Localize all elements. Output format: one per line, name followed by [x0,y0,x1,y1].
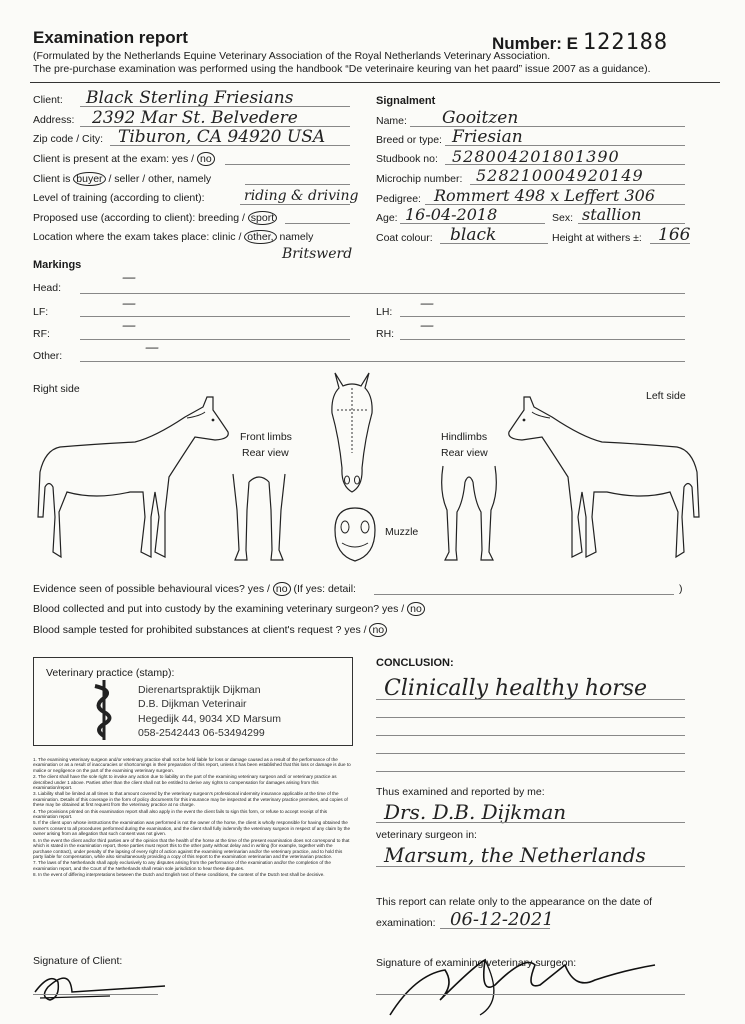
exam-date-value: 06-12-2021 [450,909,554,930]
marking-rf-line [80,339,350,340]
location-value: Britswerd [282,246,353,262]
stamp-line-1: Dierenartspraktijk Dijkman [138,684,261,696]
blood-custody-question [33,603,425,615]
blood-custody-label: Blood collected and put into custody by the examining veterinary surgeon? yes / [33,603,405,615]
height-value: 166 [658,225,691,245]
conclusion-line-4 [376,753,685,754]
microchip-label: Microchip number: [376,173,463,185]
marking-lh-value: — [420,296,434,312]
coat-value: black [450,225,497,245]
marking-other-line [80,361,685,362]
marking-rh-value: — [420,318,434,334]
disclaimer-item-1: 1. The examining veterinary surgeon and/or veterinary practice shall not be held liable for loss or damage caused as a result of the performance of the examination or as a result of inaccuracies or shortcomings in their preparation of this report, unless it has been established that this loss or damage is due to malice or negligence on the part of the examining veterinary surgeon. [33,757,351,773]
front-limbs-label: Front limbs [240,431,292,443]
name-value: Gooitzen [442,108,519,128]
horse-muzzle-outline [330,505,380,565]
examiner-name-line [376,822,685,823]
hindlimbs-rear-view-outline [437,462,501,565]
rod-of-asclepius-icon [89,678,119,742]
stamp-label: Veterinary practice (stamp): [46,667,175,679]
breed-line [445,145,685,146]
markings-heading: Markings [33,259,82,271]
hindlimbs-label: Hindlimbs [441,431,488,443]
blood-test-label: Blood sample tested for prohibited substances at client's request ? yes / [33,624,367,636]
conclusion-line-5 [376,771,685,772]
marking-head-value: — [122,270,136,286]
client-signature [30,962,170,1012]
horse-head-front-outline [327,368,377,496]
marking-lf-label: LF: [33,306,49,318]
exam-date-label: examination: [376,917,436,929]
examiner-place-line [376,866,685,867]
behaviour-detail-line [374,594,674,595]
behaviour-close-paren: ) [679,583,683,595]
role-question [33,173,211,185]
sex-line [578,223,685,224]
behaviour-option-no: no [273,582,291,596]
coat-line [440,243,548,244]
client-line [80,106,350,107]
present-question [33,153,215,165]
microchip-value: 528210004920149 [476,166,644,185]
zip-value: Tiburon, CA 94920 USA [118,127,326,147]
blood-test-question [33,624,387,636]
location-rest: namely [279,231,314,243]
vet-signature [385,945,665,1021]
disclaimer-item-3: 3. Liability shall be limited at all times to that amount covered by the veterinary surgeon's professional indemnity insurance applicable at the time of the examination. Details of this coverage in the form of policy documents for this insurance may be inspected at the veterinary practice premises, and copies of these may be obtained at first request from the veterinary practice at no charge. [33,791,348,808]
use-question [33,212,277,224]
conclusion-value: Clinically healthy horse [384,676,648,701]
present-line [225,164,350,165]
breed-label: Breed or type: [376,134,442,146]
location-question [33,231,313,243]
conclusion-line-2 [376,717,685,718]
zip-label: Zip code / City: [33,133,104,145]
marking-rf-value: — [122,318,136,334]
height-label: Height at withers ±: [552,232,642,244]
conclusion-heading: CONCLUSION: [376,657,454,669]
stamp-line-4: 058-2542443 06-53494299 [138,727,265,739]
sex-value: stallion [582,205,642,224]
age-line [400,223,545,224]
behaviour-question-label: Evidence seen of possible behavioural vices? yes / [33,583,270,595]
age-label: Age: [376,212,398,224]
age-value: 16-04-2018 [405,205,498,224]
veterinary-practice-stamp-box [33,657,353,746]
role-line [245,184,350,185]
address-value: 2392 Mar St. Belvedere [92,108,298,128]
vet-signature-label: Signature of examining veterinary surgeon: [376,957,577,969]
address-label: Address: [33,114,75,126]
marking-rh-line [400,339,685,340]
client-label: Client: [33,94,63,106]
number-value: 122188 [582,30,669,55]
disclaimer-item-7: 7. The laws of the Netherlands shall apply exclusively to any disputes arising from the performance of the examination and/or the completion of the examination report, and the Court of the Netherlands shall retain sole jurisdiction to hear these disputes. [33,860,331,871]
studbook-value: 528004201801390 [452,147,620,166]
conclusion-line-1 [376,699,685,700]
marking-lf-line [80,316,350,317]
present-label: Client is present at the exam: yes / [33,153,195,165]
behaviour-detail-label: (If yes: detail: [293,583,356,595]
disclaimer-item-5: 5. If the client upon whose instructions the examination was performed is not the owner of the horse, the client is wholly responsible for having obtained the owner's consent to all procedures performed during the examination, and the client shall fully indemnify the veterinary surgeon in respect of any claim by the owner arising from an allegation that such consent was not given. [33,820,350,837]
front-limbs-rear-view-outline [229,470,289,565]
role-option-buyer: buyer [73,172,105,186]
muzzle-label: Muzzle [385,526,419,538]
examiner-place-value: Marsum, the Netherlands [384,843,646,867]
vet-signature-line [376,994,685,995]
marking-rh-label: RH: [376,328,395,340]
present-option-no: no [197,152,215,166]
disclaimer-conditions [33,757,351,879]
marking-other-label: Other: [33,350,63,362]
marking-other-value: — [145,340,159,356]
height-line [650,243,690,244]
examined-by-label: Thus examined and reported by me: [376,786,545,798]
zip-line [110,145,350,146]
training-label: Level of training (according to client): [33,192,205,204]
training-line [240,204,350,205]
examiner-name-value: Drs. D.B. Dijkman [384,800,567,824]
disclaimer-item-6: 6. In the event the client and/or third parties are of the opinion that the health of the horse at the time of the present examination does not correspond to that which is stated in the examination report, these parties must report this to the other party without delay and in writing (for example, together with the purchase contract), under penalty of the lapsing of every right of action against the examining veterinarian and/or the veterinary practice, and to hold this party liable for compensation, while also simultaneously providing a copy of this report to the examination veterinarian and the veterinarian practice. [33,837,350,859]
role-label: Client is [33,173,71,185]
report-subtitle-2: The pre-purchase examination was performed using the handbook “De veterinaire keuring van het paard” issue 2007 as a guidance). [33,63,651,75]
report-title: Examination report [33,28,188,47]
blood-custody-option-no: no [407,602,425,616]
marking-lf-value: — [122,296,136,312]
client-value: Black Sterling Friesians [86,88,294,108]
stamp-line-2: D.B. Dijkman Veterinair [138,698,247,710]
microchip-line [470,184,685,185]
marking-head-label: Head: [33,282,62,294]
disclaimer-item-8: 8. In the event of differing interpretations between the Dutch and English text of these conditions, the content of the Dutch text shall be decisive. [33,872,325,878]
front-rear-view-label: Rear view [242,447,289,459]
signalment-heading: Signalment [376,95,436,107]
left-side-label: Left side [646,390,686,402]
hind-rear-view-label: Rear view [441,447,488,459]
disclaimer-item-4: 4. The provisions printed on this examination report shall also apply in the event the client fails to sign this form, or refuse to accept receipt of this examination report. [33,808,328,820]
role-rest: / seller / other, namely [108,173,212,185]
number-label: Number: E [492,34,578,53]
pedigree-label: Pedigree: [376,193,421,205]
sex-label: Sex: [552,212,574,224]
client-signature-label: Signature of Client: [33,955,123,967]
horse-right-side-outline [35,392,235,567]
name-label: Name: [376,115,407,127]
location-option-other: other, [244,230,276,244]
use-line [285,223,350,224]
behaviour-question [33,583,356,595]
marking-rf-label: RF: [33,328,50,340]
report-subtitle-1: (Formulated by the Netherlands Equine Veterinary Association of the Royal Netherlands Veterinary Association. [33,50,551,62]
coat-label: Coat colour: [376,232,433,244]
studbook-line [445,164,685,165]
conclusion-line-3 [376,735,685,736]
exam-date-line [440,928,550,929]
right-side-label: Right side [33,383,80,395]
pedigree-value: Rommert 498 x Leffert 306 [434,186,655,205]
stamp-line-3: Hegedijk 44, 9034 XD Marsum [138,713,281,725]
training-value: riding & driving [244,188,359,204]
marking-lh-line [400,316,685,317]
breed-value: Friesian [452,127,523,147]
use-label: Proposed use (according to client): breeding / [33,212,245,224]
use-option-sport: sport [248,211,277,225]
marking-lh-label: LH: [376,306,393,318]
report-relates-text: This report can relate only to the appearance on the date of [376,896,653,908]
marking-head-line [80,293,685,294]
client-signature-line [33,994,158,995]
blood-test-option-no: no [369,623,387,637]
studbook-label: Studbook no: [376,153,438,165]
location-label: Location where the exam takes place: clinic / [33,231,242,243]
vet-in-label: veterinary surgeon in: [376,829,477,841]
horse-left-side-outline [502,392,702,567]
disclaimer-item-2: 2. The client shall have the sole right to invoke any action due to liability on the part of the examining veterinary surgeon and/ or veterinary practice as described under 1 above. Parties other than the client shall not be entitled to derive any rights to compensation for damages arising from this examination/report. [33,774,337,791]
header-divider [30,82,720,83]
